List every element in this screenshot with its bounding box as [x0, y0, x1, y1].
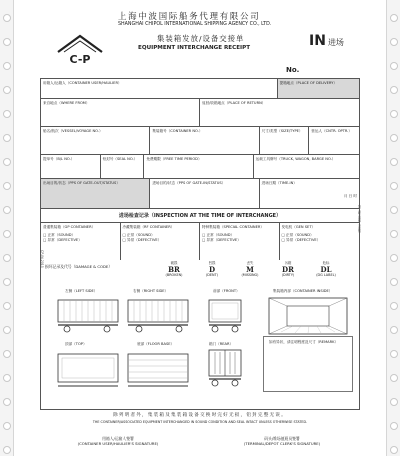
damage-code-title: 损坏记录及代号（DAMAGE & CODE）: [45, 264, 113, 269]
row-inspection: [40, 222, 360, 260]
terminal-clerk-signature[interactable]: 码头/堆场值班员签署 (TERMINAL/DEPOT CLERK'S SIGNATURE): [243, 436, 321, 447]
bl-no-field[interactable]: 提单号（B/L NO.）: [41, 155, 101, 178]
side-code-left: CP-IN-2015: [40, 250, 44, 268]
top-diagram[interactable]: [55, 348, 121, 388]
rear-label: 箱门（REAR）: [209, 342, 234, 346]
company-logo: [56, 32, 104, 66]
special-container-check[interactable]: 特种集装箱（SPECIAL CONTAINER） □ 正常（SOUND） □ 异常（DEFECTIVE）: [200, 223, 280, 260]
damage-section: [40, 260, 360, 410]
form-number-label: No.: [286, 66, 300, 74]
right-side-label: 右侧（RIGHT SIDE）: [133, 289, 169, 293]
place-of-delivery-field[interactable]: 提箱地点（PLACE OF DELIVERY）: [278, 79, 360, 98]
floor-base-diagram[interactable]: [125, 348, 191, 388]
row-user: [40, 78, 360, 98]
left-side-diagram[interactable]: [55, 296, 121, 336]
front-label: 前部（FRONT）: [213, 289, 240, 293]
remark-label: 如有异状，请注明程度及尺寸（REMARK）: [269, 340, 339, 344]
row-status: [40, 178, 360, 208]
container-inside-label: 集装箱内部（CONTAINER INSIDE）: [273, 289, 333, 293]
form-title-cn: 集装箱发放/设备交接单: [157, 34, 245, 43]
legend-dent: 凹损 D (DENT): [205, 261, 218, 277]
left-side-label: 左侧（LEFT SIDE）: [65, 289, 98, 293]
rf-container-check[interactable]: 冷藏集装箱（RF CONTAINER） □ 正常（SOUND） □ 异常（DEFECTIVE）: [121, 223, 201, 260]
legend-missing: 丢失 M (MISSING): [241, 261, 259, 277]
inspection-title: 进场检查记录（INSPECTION AT THE TIME OF INTERCHANGE）: [118, 213, 282, 219]
seal-no-field[interactable]: 铅封号（SEAL NO.）: [101, 155, 145, 178]
container-user-signature[interactable]: 用箱人/运箱人签署 (CONTAINER USER/HAULIER'S SIGNATURE): [77, 436, 159, 447]
company-name-en: SHANGHAI CHIPOL INTERNATIONAL SHIPPING AGENCY CO., LTD.: [118, 22, 272, 27]
where-from-field[interactable]: 来自地点（WHERE FROM）: [41, 99, 200, 126]
remark-box[interactable]: [263, 336, 353, 392]
gate-out-status-field[interactable]: 出场目的/状态（PPS OF GATE-OUT/STATUS）: [41, 179, 150, 208]
place-of-return-field[interactable]: 返回/收箱地点（PLACE OF RETURN）: [202, 101, 266, 105]
gp-container-check[interactable]: 普通集装箱（GP CONTAINER） □ 正常（SOUND） □ 异常（DEFECTIVE）: [41, 223, 121, 260]
floor-base-label: 底部（FLOOR BASE）: [137, 342, 175, 346]
equipment-interchange-form: [30, 0, 370, 456]
company-name-cn: 上海中波国际船务代理有限公司: [118, 11, 261, 21]
container-no-field[interactable]: 集装箱号（CONTAINER NO.）: [150, 127, 259, 154]
container-operator-field[interactable]: 营运人（CNTR. OPTR.）: [311, 129, 353, 133]
in-marker: IN 进场: [309, 33, 344, 49]
side-note-right: 第二联 用箱人 存根: [357, 205, 361, 233]
row-from: [40, 98, 360, 126]
genset-check[interactable]: 发电机（GEN SET） □ 正常（SOUND） □ 异常（DEFECTIVE）: [281, 225, 321, 243]
row-vessel: [40, 126, 360, 154]
truck-no-field[interactable]: 运载工具牌号（TRUCK, WAGON, BARGE NO.）: [255, 157, 336, 161]
left-tractor-strip: [0, 0, 14, 456]
container-user-field[interactable]: 用箱人/运箱人（CONTAINER USER/HAULIER）: [41, 79, 278, 98]
front-diagram[interactable]: [203, 296, 247, 336]
svg-text:C-P: C-P: [69, 53, 91, 66]
top-label: 顶部（TOP）: [65, 342, 87, 346]
vessel-voyage-field[interactable]: 船名/航次（VESSEL/VOYAGE NO.）: [41, 127, 150, 154]
right-side-diagram[interactable]: [125, 296, 191, 336]
container-inside-diagram[interactable]: [263, 296, 353, 336]
gate-in-status-field[interactable]: 进场目的/状态（PPS OF GATE-IN/STATUS）: [150, 179, 259, 208]
size-type-field[interactable]: 尺寸/类型（SIZE/TYPE）: [260, 127, 310, 154]
legend-dg-label: 危标 DL (DG LABEL): [316, 261, 336, 277]
time-in-field[interactable]: 进场日期（TIME-IN） 月 日 时: [261, 181, 357, 198]
row-bl: [40, 154, 360, 178]
row-inspection-header: [40, 208, 360, 222]
legend-broken: 破损 BR (BROKEN): [165, 261, 183, 277]
rear-door-diagram[interactable]: [203, 348, 247, 388]
free-time-field[interactable]: 免费期限（FREE TIME PERIOD）: [144, 155, 253, 178]
declaration-note: 除列明者外，集装箱及集装箱设备交换时完好无损，铅封完整无误。 THE CONTAINER/ASSOCIATED EQUIPMENT INTERCHANGED IN SOUND CONDITION AND SEAL INTACT UNLESS OTHERWISE STATED.: [92, 413, 308, 424]
form-title-en: EQUIPMENT INTERCHANGE RECEIPT: [138, 45, 251, 51]
legend-dirty: 污箱 DR (DIRTY): [281, 261, 295, 277]
right-tractor-strip: [386, 0, 400, 456]
